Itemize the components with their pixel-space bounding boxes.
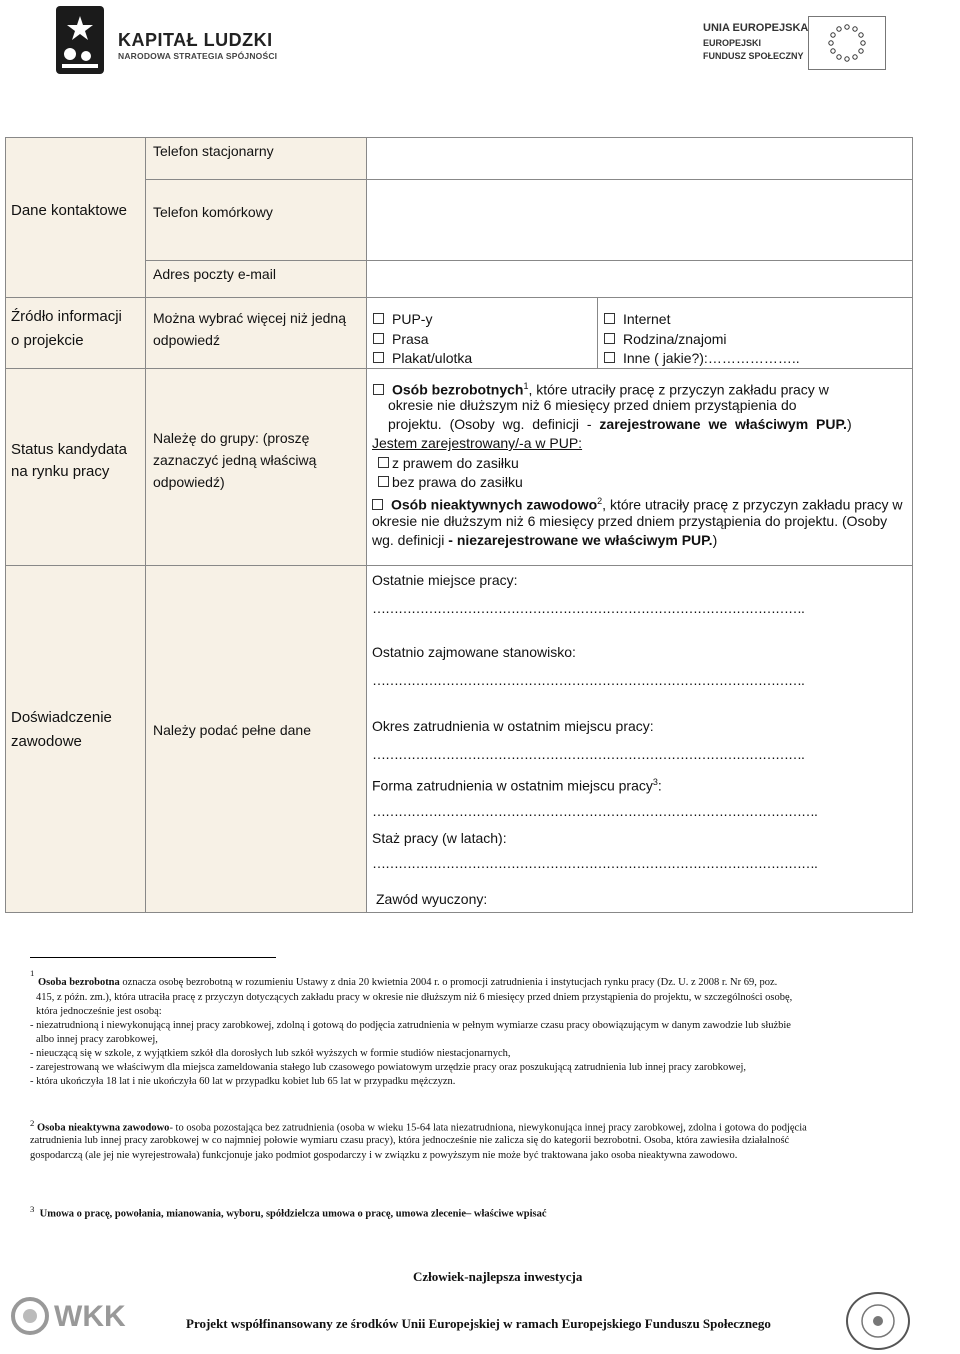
landline-label: Telefon stacjonarny <box>153 143 274 159</box>
status-hint-line1: Należę do grupy: (proszę <box>153 430 310 446</box>
checkbox-icon[interactable] <box>378 457 389 468</box>
unemployed-line2: okresie nie dłuższym niż 6 miesięcy przed dniem przystąpienia do <box>388 397 797 413</box>
eu-logo-line1: EUROPEJSKI <box>703 38 762 48</box>
footnote-1-text: oznacza osobę bezrobotną w rozumieniu Ustawy z dnia 20 kwietnia 2004 r. o promocji zatrudnienia i instytucjach rynku pracy (Dz. U. z 2008 r. Nr 69, poz. <box>119 977 778 988</box>
source-section-label-line1: Źródło informacji <box>11 308 122 325</box>
unemployed-line3-a: projektu. (Osoby wg. definicji - <box>388 416 600 432</box>
status-section-label-line1: Status kandydata <box>11 441 127 458</box>
footnote-1-line6: - nieuczącą się w szkole, z wyjątkiem szkół dla dorosłych lub szkół wyższych w formie studiów niestacjonarnych, <box>30 1048 511 1059</box>
kapital-ludzki-title: KAPITAŁ LUDZKI <box>118 30 273 50</box>
source-option-poster-label: Plakat/ulotka <box>392 350 473 366</box>
footnote-2-line3: gospodarczą (ale jej nie wyrejestrowała) funkcjonuje jako podmiot gospodarczy i w związku z powyższym nie może być traktowana jako osoba nieaktywna zawodowo. <box>30 1150 738 1161</box>
mobile-input[interactable] <box>366 179 913 261</box>
wkk-logo-icon <box>10 1296 150 1336</box>
footnote-1-line7: - zarejestrowaną we właściwym dla miejsca zameldowania stałego lub czasowego powiatowym urzędzie pracy oraz poszukującą zatrudnienia lub innej pracy zarobkowej, <box>30 1062 747 1073</box>
experience-section-label-line1: Doświadczenie <box>11 709 112 726</box>
kapital-ludzki-subtitle: NARODOWA STRATEGIA SPÓJNOŚCI <box>118 51 278 61</box>
experience-section-label-line2: zawodowe <box>11 733 82 750</box>
eu-logo-title: UNIA EUROPEJSKA <box>703 22 809 34</box>
with-benefit-label: z prawem do zasiłku <box>392 455 519 471</box>
employment-period-input[interactable]: ………………………………………………………………………………………. <box>372 746 804 762</box>
source-option-internet[interactable] <box>604 309 670 329</box>
footnote-2-line1 <box>30 1116 807 1136</box>
eu-flag-icon <box>808 16 886 70</box>
unemployed-rest: , które utraciły pracę z przyczyn zakładu pracy w <box>528 381 829 398</box>
registered-label: Jestem zarejestrowany/-a w PUP: <box>372 435 583 451</box>
footnote-2-line2: zatrudnienia lub innej pracy zarobkowej w co najmniej połowie wymiaru czasu pracy), która jednocześnie nie zalicza się do kategorii bezrobotni. Osoba, która zawiesiła działalność <box>30 1135 790 1146</box>
last-workplace-label: Ostatnie miejsce pracy: <box>372 572 518 588</box>
footnote-1-line3: która jednocześnie jest osobą: <box>36 1006 162 1017</box>
landline-input[interactable] <box>366 137 913 180</box>
checkbox-icon[interactable] <box>604 333 615 344</box>
footnote-2-num: 2 <box>30 1118 35 1128</box>
source-option-family-label: Rodzina/znajomi <box>623 331 727 347</box>
employment-form-label <box>372 772 662 796</box>
inactive-line3 <box>372 531 717 550</box>
status-option-with-benefit[interactable] <box>378 454 519 473</box>
footnote-1-number <box>30 966 34 986</box>
footnote-ref-1: 1 <box>523 381 529 391</box>
checkbox-icon[interactable] <box>373 333 384 344</box>
source-hint-line2: odpowiedź <box>153 332 220 348</box>
footnote-1-line5: albo innej pracy zarobkowej, <box>36 1034 158 1045</box>
checkbox-icon[interactable] <box>372 499 383 510</box>
employment-form-colon: : <box>657 777 662 794</box>
mobile-label: Telefon komórkowy <box>153 204 273 220</box>
source-option-poster[interactable] <box>373 348 472 368</box>
email-input[interactable] <box>366 260 913 298</box>
last-position-input[interactable]: ………………………………………………………………………………………. <box>372 672 804 688</box>
footer-cofinanced: Projekt współfinansowany ze środków Unii Europejskiej w ramach Europejskiego Funduszu Społecznego <box>186 1316 771 1331</box>
unemployed-line3-c: ) <box>846 416 852 432</box>
footnote-3-text: Umowa o pracę, powołania, mianowania, wyboru, spółdzielcza umowa o pracę, umowa zlecenie– właściwe wpisać <box>39 1208 547 1220</box>
wkk-logo-text: WKK <box>54 1300 126 1333</box>
source-option-press[interactable] <box>373 329 429 349</box>
footnote-3 <box>30 1202 547 1222</box>
status-hint-line3: odpowiedź) <box>153 474 225 490</box>
without-benefit-label: bez prawa do zasiłku <box>392 474 523 490</box>
profession-label: Zawód wyuczony: <box>376 891 488 907</box>
inactive-line3-b: - niezarejestrowane we właściwym PUP. <box>448 532 713 548</box>
inactive-line3-c: ) <box>712 532 718 548</box>
footnote-ref-3: 3 <box>652 777 658 787</box>
checkbox-icon[interactable] <box>373 384 384 395</box>
eu-logo-line2: FUNDUSZ SPOŁECZNY <box>703 51 804 61</box>
inactive-rest: , które utraciły pracę z przyczyn zakładu pracy w <box>602 496 903 513</box>
checkbox-icon[interactable] <box>373 352 384 363</box>
unemployed-bold: Osób bezrobotnych <box>392 381 524 398</box>
footnote-separator <box>30 957 276 958</box>
employment-form-text: Forma zatrudnienia w ostatnim miejscu pracy <box>372 777 653 794</box>
footnote-1-bold: Osoba bezrobotna <box>38 977 120 988</box>
source-option-other-label: Inne ( jakie?):……………….. <box>623 350 800 366</box>
footnote-2-text: - to osoba pozostająca bez zatrudnienia (osoba w wieku 15-64 lata niezatrudniona, niewykonująca innej pracy zarobkowej, zdolna i gotowa do podjęcia <box>169 1122 807 1134</box>
status-hint-line2: zaznaczyć jedną właściwą <box>153 452 317 468</box>
footnote-1-line1 <box>38 976 777 990</box>
source-option-other[interactable] <box>604 348 800 368</box>
footnote-ref-2: 2 <box>597 496 603 506</box>
footnote-3-num: 3 <box>30 1204 35 1214</box>
checkbox-icon[interactable] <box>604 352 615 363</box>
checkbox-icon[interactable] <box>373 313 384 324</box>
experience-hint: Należy podać pełne dane <box>153 722 312 738</box>
footnote-1-line8: - która ukończyła 18 lat i nie ukończyła 60 lat w przypadku kobiet lub 65 lat w przypadku mężczyzn. <box>30 1076 456 1087</box>
footnote-1-line4: - niezatrudnioną i niewykonującą innej pracy zarobkowej, zdolną i gotową do podjęcia zatrudnienia w pełnym wymiarze czasu pracy obowiązującym w danym zawodzie lub służbie <box>30 1020 791 1031</box>
source-option-family[interactable] <box>604 329 727 349</box>
seniority-input[interactable]: …………………………………………………………………………………………. <box>372 855 817 871</box>
footnote-1-line2: 415, z późn. zm.), która utraciła pracę z przyczyn dotyczących zakładu pracy w okresie nie dłuższym niż 6 miesięcy przed dniem przystąpienia do projektu, w szczególności osobę, <box>36 992 793 1003</box>
source-option-press-label: Prasa <box>392 331 429 347</box>
source-hint-line1: Można wybrać więcej niż jedną <box>153 310 346 326</box>
contact-section-label: Dane kontaktowe <box>11 202 127 219</box>
footnote-1-num: 1 <box>30 968 35 978</box>
email-label: Adres poczty e-mail <box>153 266 276 282</box>
inactive-line2: okresie nie dłuższym niż 6 miesięcy przed dniem przystąpienia do projektu. (Osoby <box>372 513 888 529</box>
checkbox-icon[interactable] <box>604 313 615 324</box>
status-section-label-line2: na rynku pracy <box>11 463 110 480</box>
status-option-without-benefit[interactable] <box>378 473 523 492</box>
seniority-label: Staż pracy (w latach): <box>372 830 507 846</box>
checkbox-icon[interactable] <box>378 476 389 487</box>
source-option-pup-label: PUP-y <box>392 311 433 327</box>
kapital-ludzki-logo-icon <box>56 6 104 74</box>
project-stamp-icon <box>846 1292 910 1350</box>
last-position-label: Ostatnio zajmowane stanowisko: <box>372 644 576 660</box>
footnote-2-bold: Osoba nieaktywna zawodowo <box>37 1122 170 1134</box>
source-option-internet-label: Internet <box>623 311 671 327</box>
unemployed-line3 <box>388 415 908 434</box>
source-option-pup[interactable] <box>373 309 432 329</box>
footer-slogan: Człowiek-najlepsza inwestycja <box>413 1269 583 1284</box>
last-workplace-input[interactable]: ………………………………………………………………………………………. <box>372 600 804 616</box>
unemployed-line3-b: zarejestrowane we właściwym PUP. <box>599 416 847 432</box>
inactive-line3-a: wg. definicji <box>372 532 449 548</box>
source-section-label-line2: o projekcie <box>11 332 84 349</box>
inactive-bold: Osób nieaktywnych zawodowo <box>391 496 598 513</box>
employment-period-label: Okres zatrudnienia w ostatnim miejscu pracy: <box>372 718 654 734</box>
employment-form-input[interactable]: …………………………………………………………………………………………. <box>372 803 817 819</box>
